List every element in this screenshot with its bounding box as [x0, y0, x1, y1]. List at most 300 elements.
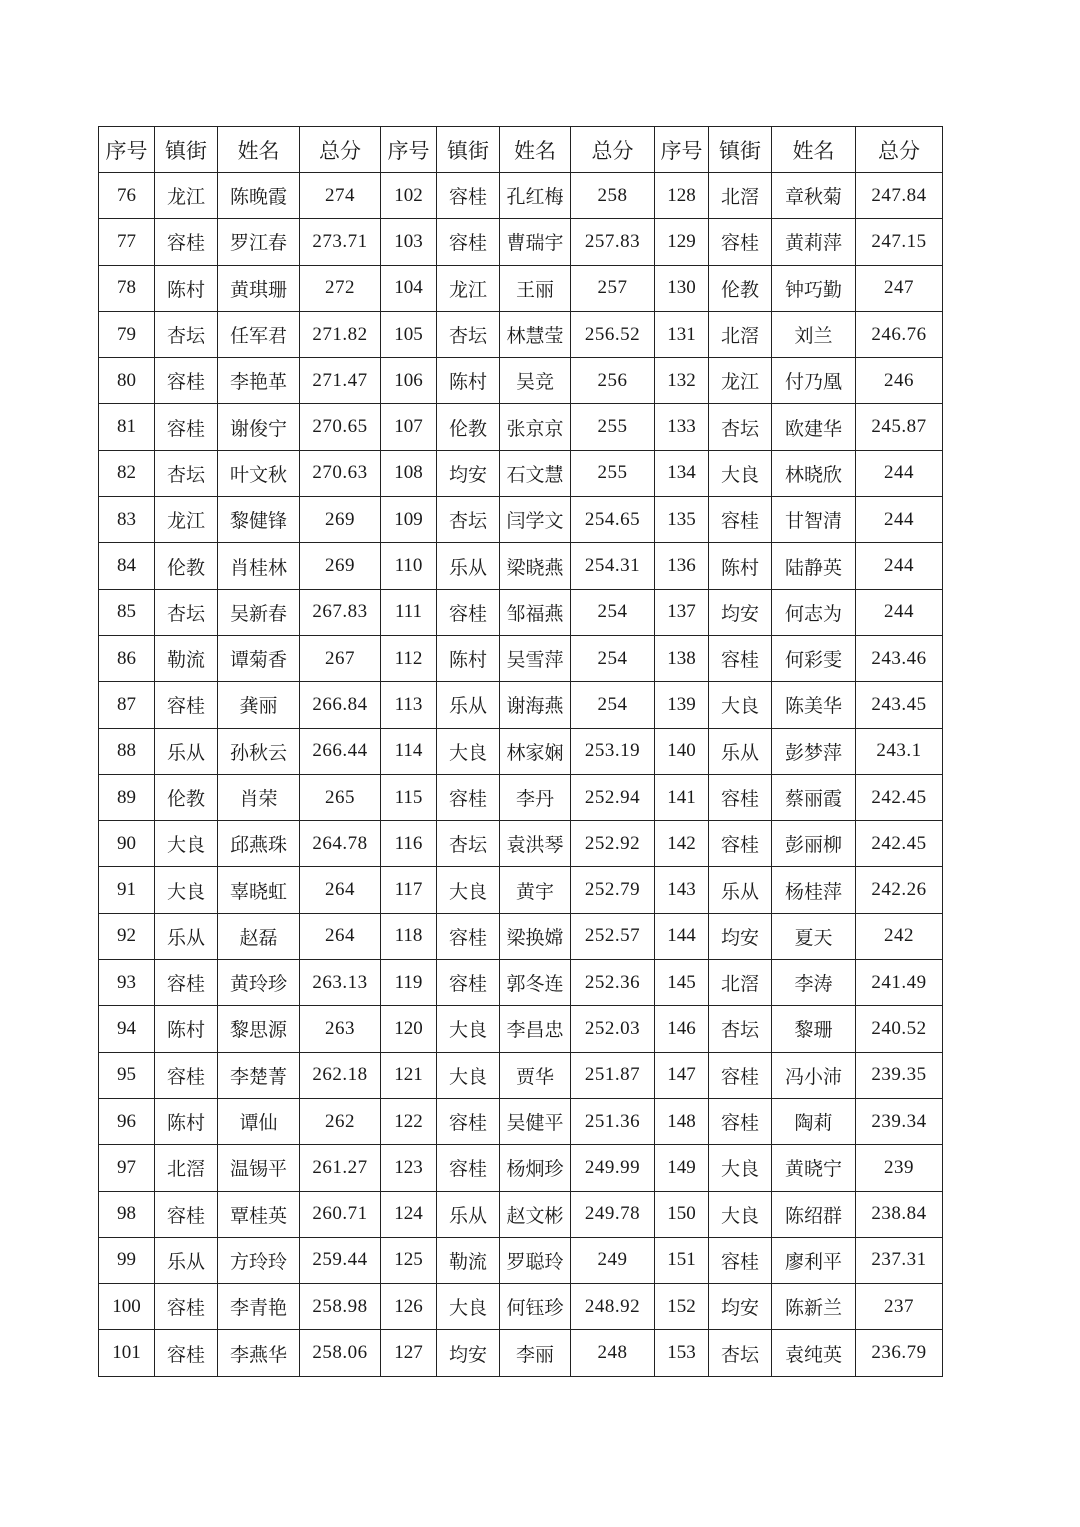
- cell-name: 袁纯英: [772, 1330, 856, 1376]
- header-index-3: 序号: [655, 127, 709, 173]
- cell-town: 龙江: [155, 497, 218, 543]
- cell-index: 85: [99, 589, 155, 635]
- cell-town: 容桂: [709, 1052, 772, 1098]
- cell-score: 271.82: [300, 311, 381, 357]
- cell-index: 142: [655, 821, 709, 867]
- cell-name: 夏天: [772, 913, 856, 959]
- header-row: [99, 127, 943, 173]
- cell-town: 容桂: [437, 1098, 500, 1144]
- cell-index: 100: [99, 1284, 155, 1330]
- cell-score: 255: [571, 404, 655, 450]
- cell-score: 252.92: [571, 821, 655, 867]
- cell-index: 127: [381, 1330, 437, 1376]
- cell-name: 陈晚霞: [218, 173, 300, 219]
- cell-index: 105: [381, 311, 437, 357]
- cell-name: 袁洪琴: [500, 821, 571, 867]
- cell-score: 267: [300, 635, 381, 681]
- cell-index: 146: [655, 1006, 709, 1052]
- cell-town: 均安: [709, 913, 772, 959]
- cell-index: 110: [381, 543, 437, 589]
- cell-name: 梁晓燕: [500, 543, 571, 589]
- cell-town: 容桂: [709, 497, 772, 543]
- cell-town: 容桂: [709, 821, 772, 867]
- cell-name: 章秋菊: [772, 173, 856, 219]
- cell-index: 147: [655, 1052, 709, 1098]
- cell-town: 大良: [437, 1284, 500, 1330]
- cell-score: 260.71: [300, 1191, 381, 1237]
- cell-name: 李涛: [772, 960, 856, 1006]
- cell-town: 大良: [709, 1191, 772, 1237]
- cell-name: 曹瑞宇: [500, 219, 571, 265]
- table-row: [99, 635, 943, 681]
- cell-score: 243.46: [856, 635, 943, 681]
- cell-score: 251.87: [571, 1052, 655, 1098]
- table-row: [99, 728, 943, 774]
- cell-index: 92: [99, 913, 155, 959]
- cell-name: 孔红梅: [500, 173, 571, 219]
- cell-town: 大良: [709, 450, 772, 496]
- cell-town: 容桂: [709, 774, 772, 820]
- cell-name: 罗聪玲: [500, 1237, 571, 1283]
- table-row: [99, 1191, 943, 1237]
- cell-town: 杏坛: [155, 450, 218, 496]
- cell-score: 271.47: [300, 358, 381, 404]
- cell-score: 244: [856, 497, 943, 543]
- cell-score: 269: [300, 497, 381, 543]
- cell-index: 90: [99, 821, 155, 867]
- cell-score: 237.31: [856, 1237, 943, 1283]
- cell-town: 容桂: [155, 219, 218, 265]
- cell-score: 239: [856, 1145, 943, 1191]
- cell-town: 龙江: [437, 265, 500, 311]
- cell-score: 246.76: [856, 311, 943, 357]
- cell-index: 106: [381, 358, 437, 404]
- cell-town: 容桂: [437, 589, 500, 635]
- cell-town: 容桂: [709, 1098, 772, 1144]
- cell-town: 乐从: [709, 728, 772, 774]
- cell-name: 谢俊宁: [218, 404, 300, 450]
- table-row: [99, 589, 943, 635]
- table-row: [99, 821, 943, 867]
- cell-town: 陈村: [437, 358, 500, 404]
- cell-score: 254: [571, 635, 655, 681]
- cell-score: 262: [300, 1098, 381, 1144]
- cell-index: 82: [99, 450, 155, 496]
- cell-index: 133: [655, 404, 709, 450]
- cell-score: 259.44: [300, 1237, 381, 1283]
- cell-town: 杏坛: [437, 311, 500, 357]
- table-row: [99, 913, 943, 959]
- table-body: [99, 173, 943, 1377]
- header-name-2: 姓名: [500, 127, 571, 173]
- cell-name: 李楚菁: [218, 1052, 300, 1098]
- cell-score: 239.34: [856, 1098, 943, 1144]
- cell-town: 均安: [709, 1284, 772, 1330]
- cell-score: 255: [571, 450, 655, 496]
- cell-town: 杏坛: [155, 589, 218, 635]
- cell-score: 243.45: [856, 682, 943, 728]
- cell-score: 261.27: [300, 1145, 381, 1191]
- cell-score: 257.83: [571, 219, 655, 265]
- cell-town: 北滘: [155, 1145, 218, 1191]
- header-town-1: 镇街: [155, 127, 218, 173]
- header-score-3: 总分: [856, 127, 943, 173]
- cell-town: 杏坛: [709, 1330, 772, 1376]
- cell-name: 林家娴: [500, 728, 571, 774]
- cell-score: 245.87: [856, 404, 943, 450]
- cell-town: 容桂: [155, 682, 218, 728]
- cell-index: 119: [381, 960, 437, 1006]
- cell-town: 杏坛: [155, 311, 218, 357]
- cell-town: 容桂: [155, 358, 218, 404]
- cell-score: 237: [856, 1284, 943, 1330]
- cell-score: 247: [856, 265, 943, 311]
- cell-name: 彭丽柳: [772, 821, 856, 867]
- cell-town: 大良: [437, 1006, 500, 1052]
- cell-score: 256: [571, 358, 655, 404]
- cell-name: 闫学文: [500, 497, 571, 543]
- header-index-2: 序号: [381, 127, 437, 173]
- cell-score: 263.13: [300, 960, 381, 1006]
- cell-index: 116: [381, 821, 437, 867]
- cell-town: 乐从: [155, 728, 218, 774]
- cell-score: 272: [300, 265, 381, 311]
- cell-town: 乐从: [155, 1237, 218, 1283]
- cell-score: 251.36: [571, 1098, 655, 1144]
- cell-score: 252.03: [571, 1006, 655, 1052]
- cell-index: 109: [381, 497, 437, 543]
- cell-index: 80: [99, 358, 155, 404]
- cell-score: 264: [300, 867, 381, 913]
- cell-name: 李青艳: [218, 1284, 300, 1330]
- cell-name: 杨桂萍: [772, 867, 856, 913]
- table-header: [99, 127, 943, 173]
- cell-index: 132: [655, 358, 709, 404]
- table-row: [99, 173, 943, 219]
- cell-name: 杨炯珍: [500, 1145, 571, 1191]
- cell-score: 242.26: [856, 867, 943, 913]
- cell-name: 李丽: [500, 1330, 571, 1376]
- table-row: [99, 265, 943, 311]
- cell-name: 林慧莹: [500, 311, 571, 357]
- cell-index: 123: [381, 1145, 437, 1191]
- cell-town: 伦教: [155, 774, 218, 820]
- cell-town: 均安: [709, 589, 772, 635]
- cell-name: 李艳革: [218, 358, 300, 404]
- cell-index: 87: [99, 682, 155, 728]
- cell-score: 254: [571, 682, 655, 728]
- cell-name: 李燕华: [218, 1330, 300, 1376]
- cell-town: 陈村: [709, 543, 772, 589]
- cell-index: 137: [655, 589, 709, 635]
- cell-index: 149: [655, 1145, 709, 1191]
- cell-score: 248.92: [571, 1284, 655, 1330]
- cell-score: 236.79: [856, 1330, 943, 1376]
- cell-name: 张京京: [500, 404, 571, 450]
- cell-index: 128: [655, 173, 709, 219]
- cell-name: 赵文彬: [500, 1191, 571, 1237]
- cell-name: 黄琪珊: [218, 265, 300, 311]
- cell-index: 77: [99, 219, 155, 265]
- cell-town: 均安: [437, 1330, 500, 1376]
- cell-score: 257: [571, 265, 655, 311]
- table-row: [99, 1145, 943, 1191]
- cell-town: 龙江: [709, 358, 772, 404]
- cell-index: 144: [655, 913, 709, 959]
- cell-name: 方玲玲: [218, 1237, 300, 1283]
- cell-name: 陆静英: [772, 543, 856, 589]
- cell-index: 95: [99, 1052, 155, 1098]
- header-index-1: 序号: [99, 127, 155, 173]
- cell-town: 北滘: [709, 311, 772, 357]
- cell-name: 黄玲珍: [218, 960, 300, 1006]
- cell-name: 黄莉萍: [772, 219, 856, 265]
- cell-name: 吴健平: [500, 1098, 571, 1144]
- cell-name: 何钰珍: [500, 1284, 571, 1330]
- cell-town: 乐从: [437, 1191, 500, 1237]
- cell-index: 88: [99, 728, 155, 774]
- cell-town: 北滘: [709, 173, 772, 219]
- cell-name: 付乃凰: [772, 358, 856, 404]
- header-score-2: 总分: [571, 127, 655, 173]
- cell-name: 谭菊香: [218, 635, 300, 681]
- cell-index: 141: [655, 774, 709, 820]
- cell-score: 247.15: [856, 219, 943, 265]
- cell-town: 容桂: [437, 774, 500, 820]
- cell-name: 辜晓虹: [218, 867, 300, 913]
- table-row: [99, 358, 943, 404]
- cell-score: 265: [300, 774, 381, 820]
- cell-index: 107: [381, 404, 437, 450]
- cell-town: 容桂: [437, 913, 500, 959]
- cell-town: 陈村: [155, 1006, 218, 1052]
- cell-town: 伦教: [155, 543, 218, 589]
- cell-town: 容桂: [155, 1052, 218, 1098]
- cell-name: 邱燕珠: [218, 821, 300, 867]
- cell-index: 104: [381, 265, 437, 311]
- cell-name: 覃桂英: [218, 1191, 300, 1237]
- cell-index: 97: [99, 1145, 155, 1191]
- cell-name: 梁换嫦: [500, 913, 571, 959]
- table-row: [99, 1052, 943, 1098]
- cell-name: 贾华: [500, 1052, 571, 1098]
- cell-name: 彭梦萍: [772, 728, 856, 774]
- cell-score: 242.45: [856, 821, 943, 867]
- cell-name: 黎珊: [772, 1006, 856, 1052]
- cell-index: 113: [381, 682, 437, 728]
- cell-index: 130: [655, 265, 709, 311]
- cell-name: 叶文秋: [218, 450, 300, 496]
- cell-town: 龙江: [155, 173, 218, 219]
- cell-score: 252.57: [571, 913, 655, 959]
- cell-name: 郭冬连: [500, 960, 571, 1006]
- cell-index: 114: [381, 728, 437, 774]
- cell-index: 76: [99, 173, 155, 219]
- cell-name: 钟巧勤: [772, 265, 856, 311]
- cell-index: 99: [99, 1237, 155, 1283]
- cell-score: 264.78: [300, 821, 381, 867]
- cell-index: 86: [99, 635, 155, 681]
- cell-town: 乐从: [437, 682, 500, 728]
- cell-score: 253.19: [571, 728, 655, 774]
- cell-index: 117: [381, 867, 437, 913]
- cell-town: 大良: [155, 867, 218, 913]
- cell-index: 135: [655, 497, 709, 543]
- cell-town: 大良: [709, 682, 772, 728]
- cell-town: 大良: [437, 1052, 500, 1098]
- cell-town: 容桂: [155, 1191, 218, 1237]
- cell-town: 容桂: [437, 219, 500, 265]
- cell-score: 247.84: [856, 173, 943, 219]
- cell-score: 273.71: [300, 219, 381, 265]
- cell-town: 大良: [437, 867, 500, 913]
- cell-score: 270.63: [300, 450, 381, 496]
- cell-score: 238.84: [856, 1191, 943, 1237]
- cell-index: 125: [381, 1237, 437, 1283]
- cell-town: 大良: [155, 821, 218, 867]
- cell-name: 孙秋云: [218, 728, 300, 774]
- cell-index: 124: [381, 1191, 437, 1237]
- cell-name: 温锡平: [218, 1145, 300, 1191]
- table-row: [99, 1006, 943, 1052]
- cell-name: 吴新春: [218, 589, 300, 635]
- cell-town: 乐从: [155, 913, 218, 959]
- cell-score: 241.49: [856, 960, 943, 1006]
- cell-score: 266.44: [300, 728, 381, 774]
- cell-town: 勒流: [437, 1237, 500, 1283]
- cell-score: 246: [856, 358, 943, 404]
- cell-score: 264: [300, 913, 381, 959]
- cell-town: 陈村: [155, 1098, 218, 1144]
- cell-town: 勒流: [155, 635, 218, 681]
- cell-index: 143: [655, 867, 709, 913]
- cell-name: 吴雪萍: [500, 635, 571, 681]
- cell-score: 270.65: [300, 404, 381, 450]
- cell-town: 伦教: [437, 404, 500, 450]
- cell-score: 274: [300, 173, 381, 219]
- header-town-3: 镇街: [709, 127, 772, 173]
- cell-index: 134: [655, 450, 709, 496]
- cell-name: 罗江春: [218, 219, 300, 265]
- cell-town: 伦教: [709, 265, 772, 311]
- cell-index: 103: [381, 219, 437, 265]
- cell-name: 陈绍群: [772, 1191, 856, 1237]
- cell-score: 267.83: [300, 589, 381, 635]
- cell-town: 容桂: [155, 960, 218, 1006]
- cell-name: 肖桂林: [218, 543, 300, 589]
- cell-score: 258: [571, 173, 655, 219]
- cell-name: 肖荣: [218, 774, 300, 820]
- cell-index: 152: [655, 1284, 709, 1330]
- cell-name: 李丹: [500, 774, 571, 820]
- table-row: [99, 1284, 943, 1330]
- cell-index: 150: [655, 1191, 709, 1237]
- cell-score: 263: [300, 1006, 381, 1052]
- cell-name: 冯小沛: [772, 1052, 856, 1098]
- cell-name: 蔡丽霞: [772, 774, 856, 820]
- cell-index: 136: [655, 543, 709, 589]
- cell-town: 容桂: [437, 1145, 500, 1191]
- cell-town: 容桂: [709, 219, 772, 265]
- cell-name: 邹福燕: [500, 589, 571, 635]
- cell-town: 杏坛: [709, 404, 772, 450]
- cell-name: 黎健锋: [218, 497, 300, 543]
- cell-town: 容桂: [155, 404, 218, 450]
- table-row: [99, 543, 943, 589]
- cell-name: 何志为: [772, 589, 856, 635]
- cell-town: 容桂: [437, 960, 500, 1006]
- cell-index: 84: [99, 543, 155, 589]
- table-row: [99, 1237, 943, 1283]
- score-table: [98, 126, 943, 1377]
- cell-town: 容桂: [709, 1237, 772, 1283]
- cell-score: 244: [856, 450, 943, 496]
- header-town-2: 镇街: [437, 127, 500, 173]
- cell-index: 126: [381, 1284, 437, 1330]
- cell-index: 93: [99, 960, 155, 1006]
- cell-index: 140: [655, 728, 709, 774]
- cell-name: 甘智清: [772, 497, 856, 543]
- table-row: [99, 960, 943, 1006]
- cell-name: 黎思源: [218, 1006, 300, 1052]
- cell-name: 欧建华: [772, 404, 856, 450]
- cell-name: 谭仙: [218, 1098, 300, 1144]
- table-row: [99, 404, 943, 450]
- cell-name: 石文慧: [500, 450, 571, 496]
- cell-score: 242.45: [856, 774, 943, 820]
- cell-town: 容桂: [437, 173, 500, 219]
- cell-name: 李昌忠: [500, 1006, 571, 1052]
- cell-index: 151: [655, 1237, 709, 1283]
- cell-town: 大良: [709, 1145, 772, 1191]
- table-row: [99, 867, 943, 913]
- cell-town: 乐从: [437, 543, 500, 589]
- cell-index: 118: [381, 913, 437, 959]
- cell-index: 94: [99, 1006, 155, 1052]
- header-name-1: 姓名: [218, 127, 300, 173]
- table-row: [99, 497, 943, 543]
- cell-score: 258.98: [300, 1284, 381, 1330]
- cell-town: 北滘: [709, 960, 772, 1006]
- table-row: [99, 774, 943, 820]
- cell-name: 林晓欣: [772, 450, 856, 496]
- cell-index: 96: [99, 1098, 155, 1144]
- cell-score: 254.65: [571, 497, 655, 543]
- cell-index: 131: [655, 311, 709, 357]
- cell-index: 122: [381, 1098, 437, 1144]
- cell-name: 廖利平: [772, 1237, 856, 1283]
- cell-score: 249.78: [571, 1191, 655, 1237]
- cell-town: 均安: [437, 450, 500, 496]
- table-row: [99, 1330, 943, 1376]
- cell-score: 254: [571, 589, 655, 635]
- cell-name: 陈美华: [772, 682, 856, 728]
- cell-town: 杏坛: [709, 1006, 772, 1052]
- cell-town: 陈村: [437, 635, 500, 681]
- cell-index: 91: [99, 867, 155, 913]
- cell-index: 83: [99, 497, 155, 543]
- cell-score: 239.35: [856, 1052, 943, 1098]
- cell-name: 何彩雯: [772, 635, 856, 681]
- cell-index: 98: [99, 1191, 155, 1237]
- cell-town: 陈村: [155, 265, 218, 311]
- cell-score: 256.52: [571, 311, 655, 357]
- header-score-1: 总分: [300, 127, 381, 173]
- cell-index: 111: [381, 589, 437, 635]
- table-row: [99, 1098, 943, 1144]
- cell-index: 120: [381, 1006, 437, 1052]
- cell-score: 243.1: [856, 728, 943, 774]
